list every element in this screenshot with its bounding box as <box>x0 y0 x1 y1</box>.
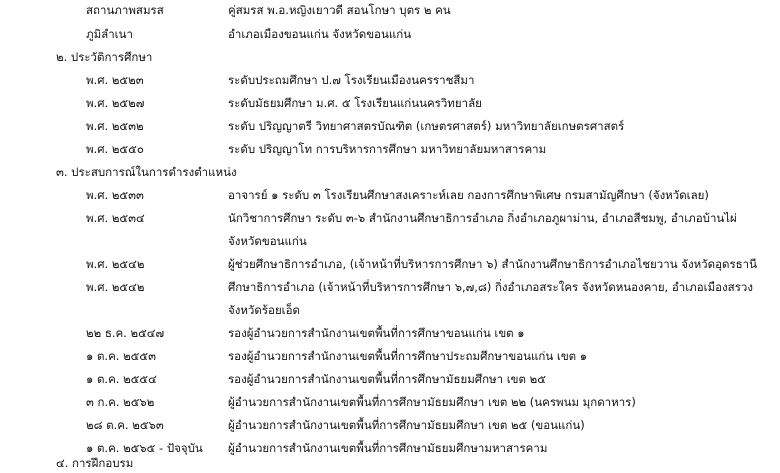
hometown-label: ภูมิลำเนา <box>86 27 133 41</box>
career-position-continued: จังหวัดขอนแก่น <box>228 234 307 248</box>
marital-value: คู่สมรส พ.อ.หญิงเยาวดี สอนโกษา บุตร ๒ คน <box>228 3 451 17</box>
career-position: รองผู้อำนวยการสำนักงานเขตพื้นที่การศึกษาขอนแก่น เขต ๑ <box>228 326 525 340</box>
career-position: ผู้อำนวยการสำนักงานเขตพื้นที่การศึกษามัธยมศึกษา เขต ๒๒ (นครพนม มุกดาหาร) <box>228 395 636 409</box>
career-position: นักวิชาการศึกษา ระดับ ๓-๖ สำนักงานศึกษาธิการอำเภอ กิ่งอำเภอภูผาม่าน, อำเภอสีชมพู, อำเภอบ้านไผ่ <box>228 211 737 225</box>
career-date: พ.ศ. ๒๕๔๒ <box>86 257 145 271</box>
education-text: ระดับประถมศึกษา ป.๗ โรงเรียนเมืองนครราชสีมา <box>228 73 475 87</box>
career-position-continued: จังหวัดร้อยเอ็ด <box>228 303 300 317</box>
education-year: พ.ศ. ๒๕๒๗ <box>86 96 145 110</box>
marital-label: สถานภาพสมรส <box>86 3 164 17</box>
education-heading: ๒. ประวัติการศึกษา <box>56 50 153 64</box>
career-date: พ.ศ. ๒๕๓๓ <box>86 188 144 202</box>
education-text: ระดับ ปริญญาโท การบริหารการศึกษา มหาวิทยาลัยมหาสารคาม <box>228 142 547 156</box>
career-position: รองผู้อำนวยการสำนักงานเขตพื้นที่การศึกษาประถมศึกษาขอนแก่น เขต ๑ <box>228 349 588 363</box>
career-position: อาจารย์ ๑ ระดับ ๓ โรงเรียนศึกษาสงเคราะห์เลย กองการศึกษาพิเศษ กรมสามัญศึกษา (จังหวัดเลย) <box>228 188 709 202</box>
career-date: ๑ ต.ค. ๒๕๕๔ <box>86 372 157 386</box>
career-heading: ๓. ประสบการณ์ในการดำรงตำแหน่ง <box>56 165 237 179</box>
education-text: ระดับ ปริญญาตรี วิทยาศาสตรบัณฑิต (เกษตรศาสตร์) มหาวิทยาลัยเกษตรศาสตร์ <box>228 119 625 133</box>
career-date: ๑ ต.ค. ๒๕๖๕ - ปัจจุบัน <box>86 441 203 455</box>
education-year: พ.ศ. ๒๕๕๐ <box>86 142 144 156</box>
career-date: พ.ศ. ๒๕๔๒ <box>86 280 145 294</box>
training-heading: ๔. การฝึกอบรม <box>56 456 134 470</box>
career-date: ๓ ก.ค. ๒๕๖๒ <box>86 395 155 409</box>
career-position: ผู้ช่วยศึกษาธิการอำเภอ, (เจ้าหน้าที่บริหารการศึกษา ๖) สำนักงานศึกษาธิการอำเภอไชยวาน จังหวัดอุดรธานี <box>228 257 757 271</box>
career-date: ๒๘ ต.ค. ๒๕๖๓ <box>86 418 164 432</box>
career-position: ผู้อำนวยการสำนักงานเขตพื้นที่การศึกษามัธยมศึกษามหาสารคาม <box>228 441 548 455</box>
hometown-value: อำเภอเมืองขอนแก่น จังหวัดขอนแก่น <box>228 27 412 41</box>
career-date: ๑ ต.ค. ๒๕๕๓ <box>86 349 156 363</box>
education-year: พ.ศ. ๒๕๒๓ <box>86 73 144 87</box>
career-position: รองผู้อำนวยการสำนักงานเขตพื้นที่การศึกษามัธยมศึกษา เขต ๒๕ <box>228 372 546 386</box>
career-date: พ.ศ. ๒๕๓๔ <box>86 211 145 225</box>
education-text: ระดับมัธยมศึกษา ม.ศ. ๕ โรงเรียนแก่นนครวิทยาลัย <box>228 96 482 110</box>
education-year: พ.ศ. ๒๕๓๒ <box>86 119 144 133</box>
career-position: ผู้อำนวยการสำนักงานเขตพื้นที่การศึกษามัธยมศึกษา เขต ๒๕ (ขอนแก่น) <box>228 418 585 432</box>
career-position: ศึกษาธิการอำเภอ (เจ้าหน้าที่บริหารการศึกษา ๖,๗,๘) กิ่งอำเภอสระใคร จังหวัดหนองคาย, อำเภอเมืองสรวง <box>228 280 753 294</box>
career-date: ๒๒ ธ.ค. ๒๕๔๗ <box>86 326 165 340</box>
